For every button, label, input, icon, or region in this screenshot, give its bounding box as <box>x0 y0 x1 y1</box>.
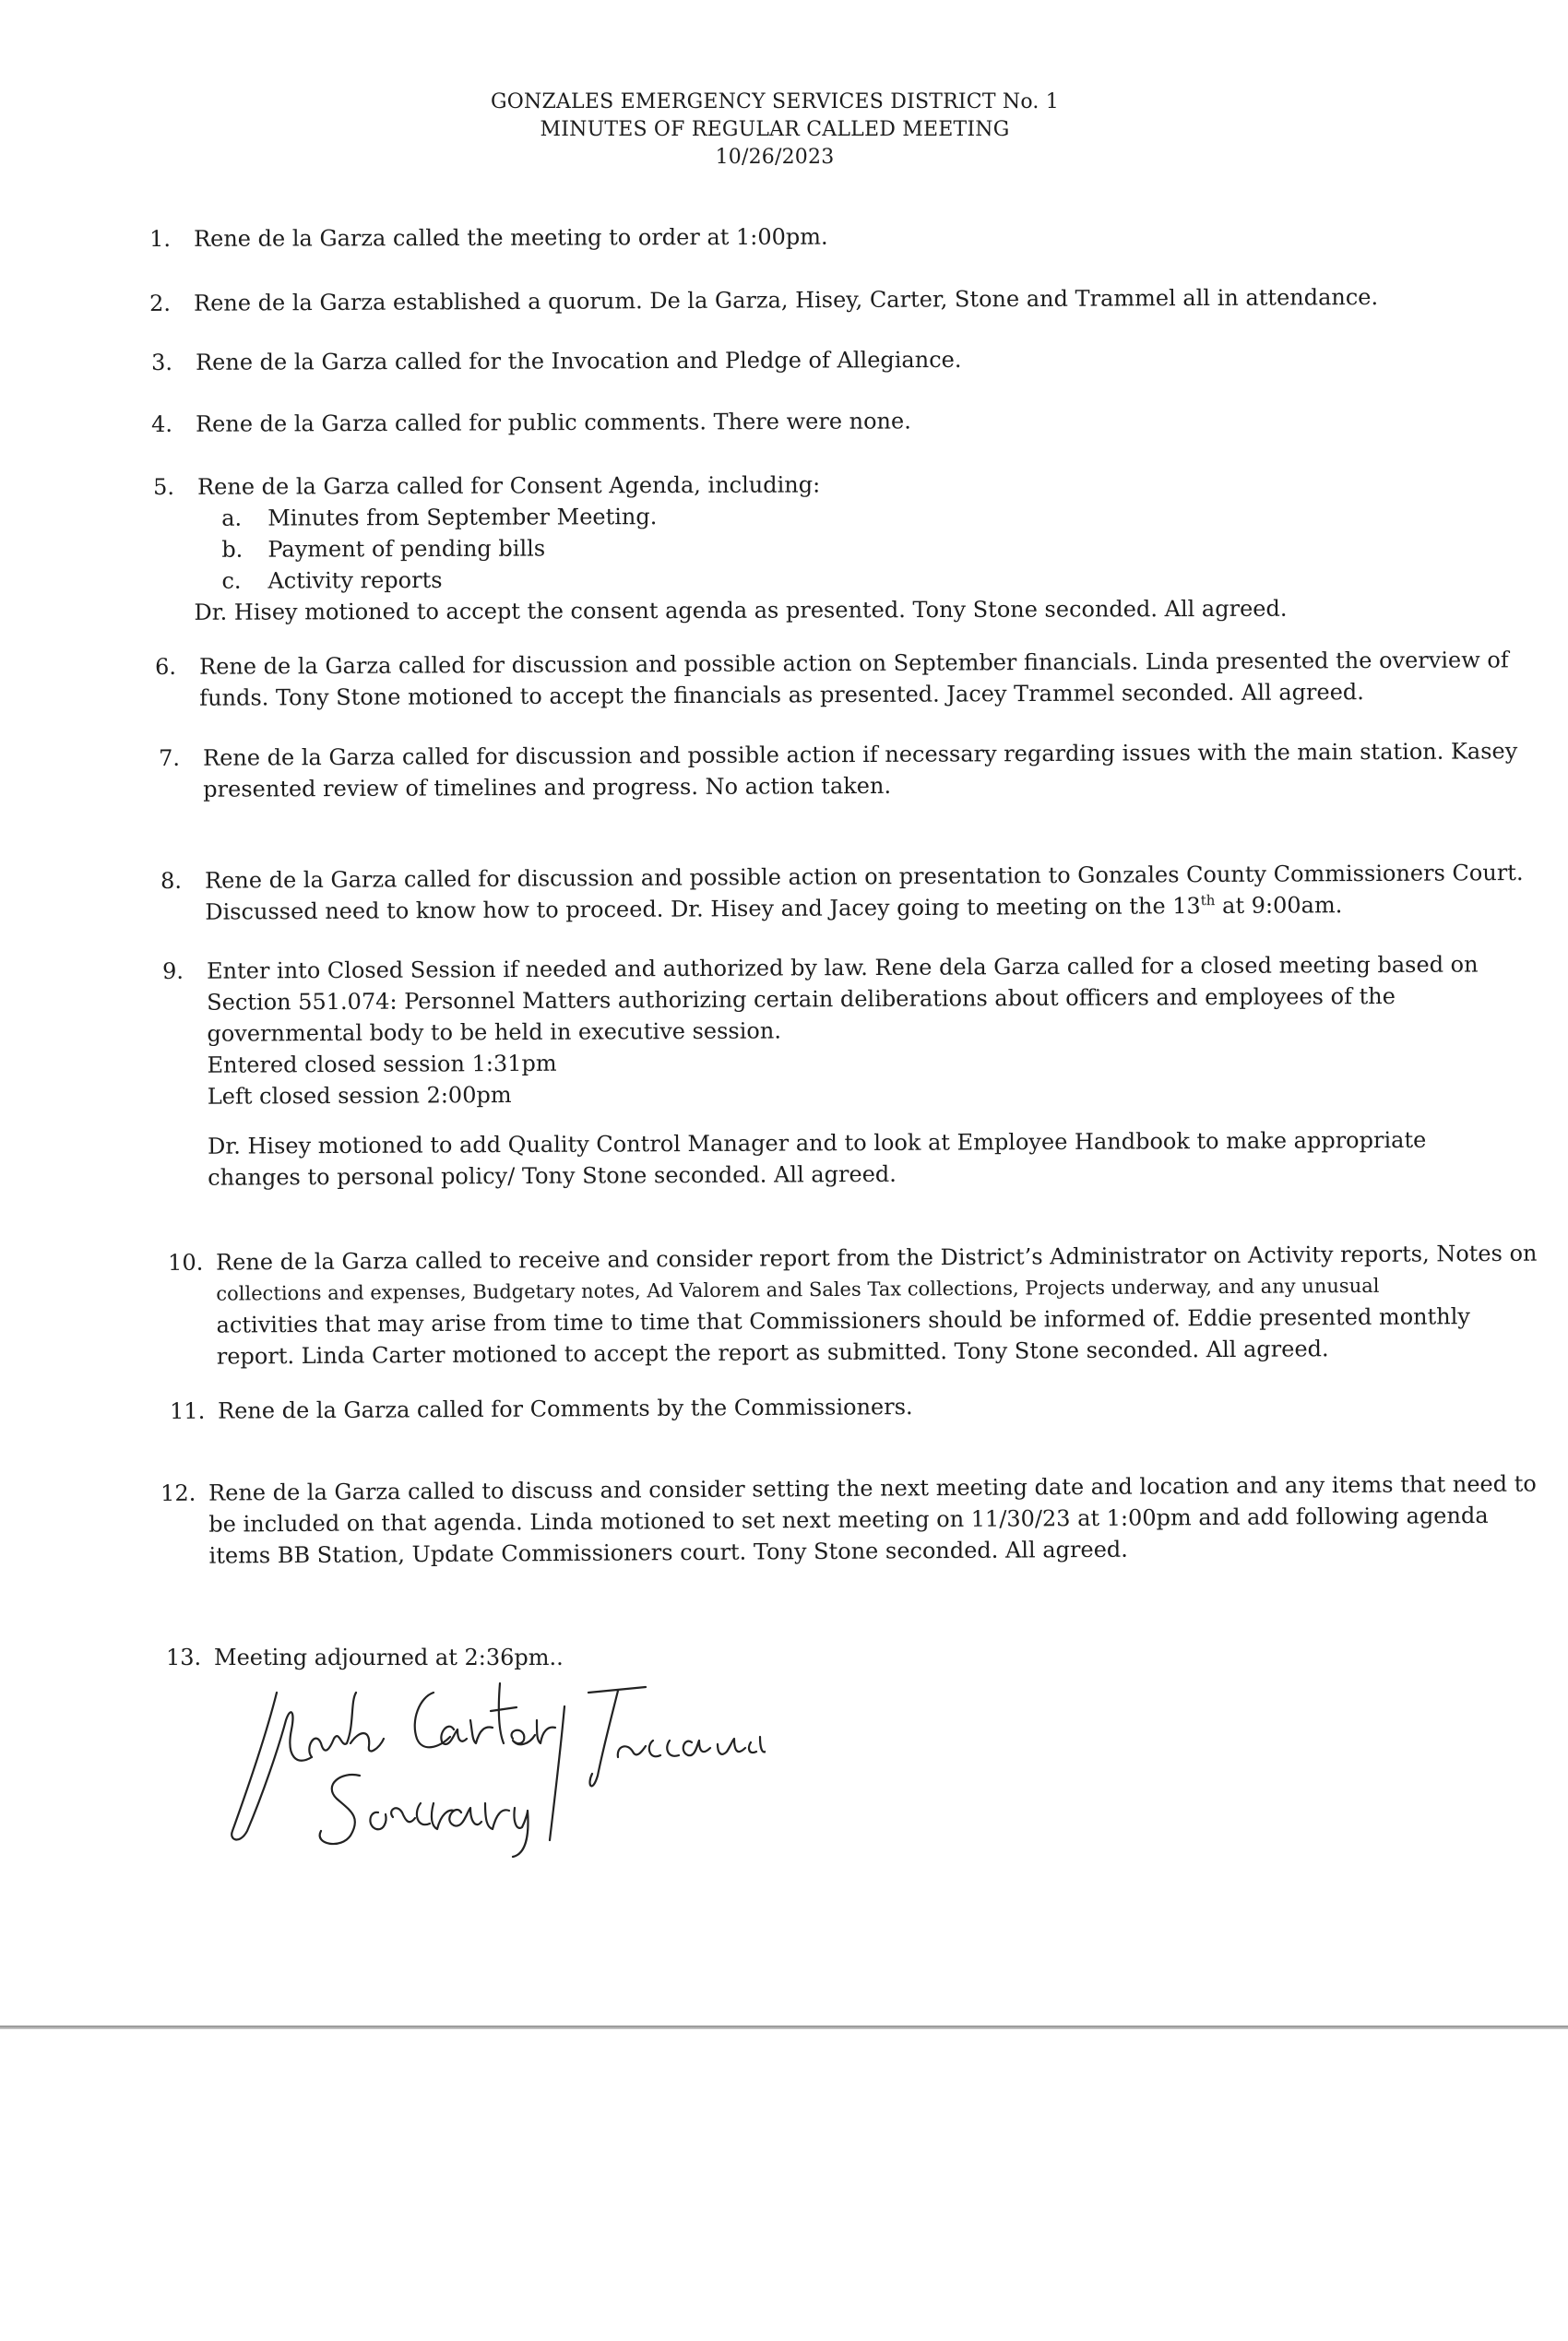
item-number: 13. <box>166 1645 202 1670</box>
agenda-item-10 <box>168 1238 1538 1373</box>
item-text: presented review of timelines and progress. No action taken. <box>203 772 892 802</box>
item-text: Rene de la Garza established a quorum. De la Garza, Hisey, Carter, Stone and Trammel all in attendance. <box>194 284 1379 316</box>
item-number: 4. <box>151 410 173 437</box>
agenda-item-7 <box>159 735 1518 805</box>
item-text: report. Linda Carter motioned to accept the report as submitted. Tony Stone seconded. All agreed. <box>216 1336 1329 1370</box>
agenda-item-6 <box>155 644 1509 714</box>
item-text: Rene de la Garza called to discuss and consider setting the next meeting date and location and any items that need to <box>208 1470 1537 1506</box>
item-text: Rene de la Garza called for public comments. There were none. <box>196 408 911 437</box>
item-text: be included on that agenda. Linda motioned to set next meeting on 11/30/23 at 1:00pm and add following agenda <box>208 1502 1489 1538</box>
item-motion: changes to personal policy/ Tony Stone seconded. All agreed. <box>208 1160 897 1191</box>
document-header <box>397 89 1153 172</box>
item-number: 11. <box>170 1397 206 1424</box>
item-text: items BB Station, Update Commissioners court. Tony Stone seconded. All agreed. <box>208 1536 1128 1569</box>
item-motion: Dr. Hisey motioned to add Quality Control Manager and to look at Employee Handbook to make appropriate <box>208 1126 1427 1159</box>
scan-edge-line <box>0 2026 1568 2029</box>
item-text: funds. Tony Stone motioned to accept the financials as presented. Jacey Trammel seconded. All agreed. <box>199 679 1364 711</box>
agenda-item-12 <box>160 1468 1537 1572</box>
district-name: GONZALES EMERGENCY SERVICES DISTRICT No. 1 <box>491 90 1059 113</box>
item-number: 12. <box>160 1479 196 1506</box>
item-motion: Dr. Hisey motioned to accept the consent agenda as presented. Tony Stone seconded. All agreed. <box>194 595 1288 625</box>
item-text: Rene de la Garza called for discussion and possible action on September financials. Linda presented the overview of <box>199 647 1509 680</box>
item-number: 3. <box>151 349 173 375</box>
item-text: Rene de la Garza called the meeting to order at 1:00pm. <box>194 223 828 252</box>
item-text: Rene de la Garza called for Consent Agenda, including: <box>197 471 821 500</box>
item-text: Rene de la Garza called to receive and consider report from the District’s Administrator on Activity reports, Notes on <box>216 1240 1538 1276</box>
item-text: Rene de la Garza called for Comments by the Commissioners. <box>218 1394 913 1424</box>
agenda-item-11 <box>170 1387 1509 1427</box>
item-number: 9. <box>162 957 184 984</box>
subitem-b: b. Payment of pending bills <box>221 535 546 563</box>
handwritten-signature <box>212 1656 766 1877</box>
subitem-c: c. Activity reports <box>221 566 443 594</box>
agenda-item-2 <box>149 280 1485 319</box>
agenda-item-8 <box>160 857 1524 928</box>
item-text: Rene de la Garza called for discussion and possible action on presentation to Gonzales County Commissioners Court. <box>205 859 1524 894</box>
item-number: 7. <box>159 744 181 771</box>
meeting-date: 10/26/2023 <box>715 146 835 169</box>
item-text: Rene de la Garza called for discussion and possible action if necessary regarding issues with the main station. Kasey <box>203 738 1518 771</box>
item-number: 5. <box>153 473 175 500</box>
item-number: 10. <box>168 1249 204 1276</box>
agenda-item-3 <box>151 342 1487 378</box>
agenda-item-4 <box>151 403 1487 440</box>
item-number: 8. <box>160 867 183 894</box>
closed-session-start: Entered closed session 1:31pm <box>207 1050 557 1078</box>
agenda-item-5 <box>153 467 1490 628</box>
item-text: Meeting adjourned at 2:36pm.. <box>214 1645 564 1670</box>
document-title: MINUTES OF REGULAR CALLED MEETING <box>540 118 1010 141</box>
item-number: 2. <box>149 290 172 316</box>
item-text: Enter into Closed Session if needed and authorized by law. Rene dela Garza called for a closed meeting based on <box>207 951 1479 984</box>
item-text: Rene de la Garza called for the Invocation and Pledge of Allegiance. <box>196 346 962 375</box>
item-text: governmental body to be held in executive session. <box>207 1017 781 1047</box>
agenda-item-1 <box>149 219 1485 255</box>
subitem-a: a. Minutes from September Meeting. <box>221 504 658 531</box>
item-text: collections and expenses, Budgetary notes, Ad Valorem and Sales Tax collections, Projects underway, and any unusual <box>216 1274 1380 1305</box>
item-number: 6. <box>155 653 177 680</box>
agenda-item-9 <box>162 948 1499 1194</box>
item-number: 1. <box>149 225 172 252</box>
closed-session-end: Left closed session 2:00pm <box>207 1082 512 1110</box>
item-text: Discussed need to know how to proceed. Dr. Hisey and Jacey going to meeting on the 13th at 9:00am. <box>205 892 1343 925</box>
item-text: Section 551.074: Personnel Matters authorizing certain deliberations about officers and employees of the <box>207 983 1396 1016</box>
item-text: activities that may arise from time to time that Commissioners should be informed of. Eddie presented monthly <box>216 1303 1471 1338</box>
